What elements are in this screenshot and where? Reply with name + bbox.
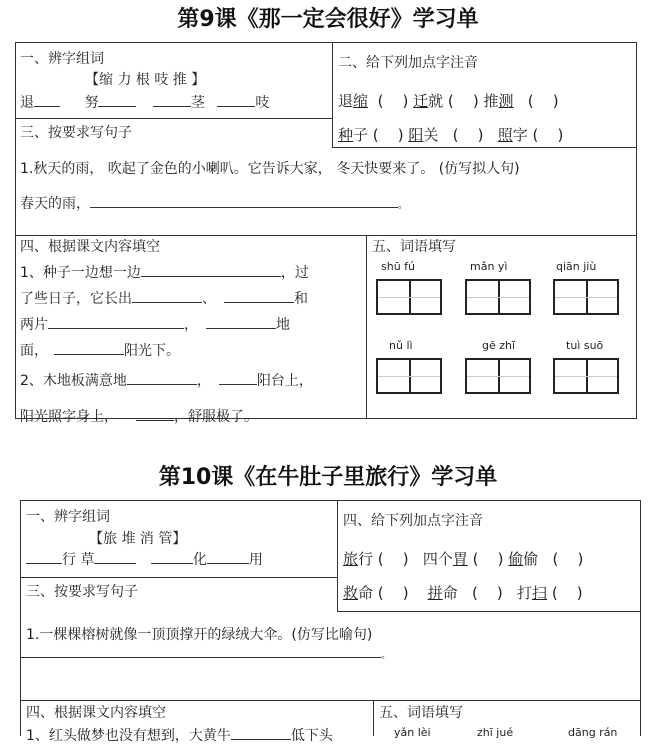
writing-box[interactable] bbox=[553, 358, 619, 394]
s2-row1: 旅行 ( ) 四个胃 ( ) 偷偷 ( ) bbox=[343, 550, 584, 568]
lesson10-title: 第10课《在牛肚子里旅行》学习单 bbox=[158, 465, 498, 490]
s1-heading: 一、辨字组词 bbox=[20, 51, 104, 67]
s4-text: 1、种子一边想一边 ，过 了些日子，它长出 、 和 两片 ， 地 面， 阳光下。 2、木地板满意地 ， 阳台上， 阳光照字身上， ，舒服极了。 bbox=[20, 265, 313, 425]
blank[interactable] bbox=[98, 106, 136, 107]
pinyin: mǎn yì bbox=[470, 260, 508, 273]
s1-heading: 一、辨字组词 bbox=[26, 509, 110, 525]
writing-box[interactable] bbox=[465, 358, 531, 394]
answer-line[interactable] bbox=[90, 207, 398, 208]
s2-row2: 种子 ( ) 阳关 ( ) 照字 ( ) bbox=[338, 126, 564, 144]
writing-box[interactable] bbox=[376, 279, 442, 315]
s2-row1: 退缩 ( ) 迁就 ( ) 推测 ( ) bbox=[338, 92, 559, 110]
s5-heading: 五、词语填写 bbox=[379, 705, 463, 721]
pinyin: yǎn lèi bbox=[394, 726, 431, 739]
writing-box[interactable] bbox=[376, 358, 442, 394]
pinyin: dāng rán bbox=[568, 726, 618, 739]
s3-heading: 三、按要求写句子 bbox=[26, 584, 138, 600]
pinyin: zhī jué bbox=[477, 726, 514, 739]
s4-heading: 四、根据课文内容填空 bbox=[26, 705, 166, 721]
s1-row: 行 草 化 用 bbox=[26, 549, 263, 569]
writing-box[interactable] bbox=[465, 279, 531, 315]
writing-box[interactable] bbox=[553, 279, 619, 315]
s2-heading: 二、给下列加点字注音 bbox=[338, 55, 478, 71]
s1-chars: 【缩 力 根 吱 推 】 bbox=[85, 72, 206, 88]
blank[interactable] bbox=[153, 106, 191, 107]
pinyin: qiān jiù bbox=[556, 260, 597, 273]
s2-row2: 救命 ( ) 拼命 ( ) 打扫 ( ) bbox=[343, 584, 583, 602]
s5-heading: 五、词语填写 bbox=[372, 239, 456, 255]
pinyin: shū fú bbox=[381, 260, 416, 273]
blank[interactable] bbox=[217, 106, 255, 107]
s4-heading: 四、根据课文内容填空 bbox=[20, 239, 160, 255]
lesson9-title: 第9课《那一定会很好》学习单 bbox=[177, 7, 479, 32]
pinyin: tuì suō bbox=[566, 339, 604, 352]
pinyin: gē zhī bbox=[482, 339, 516, 352]
answer-line[interactable] bbox=[21, 657, 381, 658]
s3-question: 1.一棵棵榕树就像一顶顶撑开的绿绒大伞。(仿写比喻句) bbox=[26, 627, 373, 643]
s3-heading: 三、按要求写句子 bbox=[20, 125, 132, 141]
s4-text: 1、红头做梦也没有想到，大黄牛 低下头 bbox=[26, 728, 333, 744]
pinyin: nǔ lì bbox=[389, 339, 413, 352]
s3-question: 1.秋天的雨， 吹起了金色的小喇叭。它告诉大家， 冬天快要来了。 (仿写拟人句) bbox=[20, 161, 520, 177]
s2-heading: 四、给下列加点字注音 bbox=[343, 513, 483, 529]
s3-answer: 。 bbox=[20, 646, 391, 662]
s1-chars: 【旅 堆 消 管】 bbox=[89, 531, 187, 547]
s1-row: 退 努 茎 吱 bbox=[20, 95, 270, 111]
s3-answer: 春天的雨， 。 bbox=[20, 196, 408, 212]
